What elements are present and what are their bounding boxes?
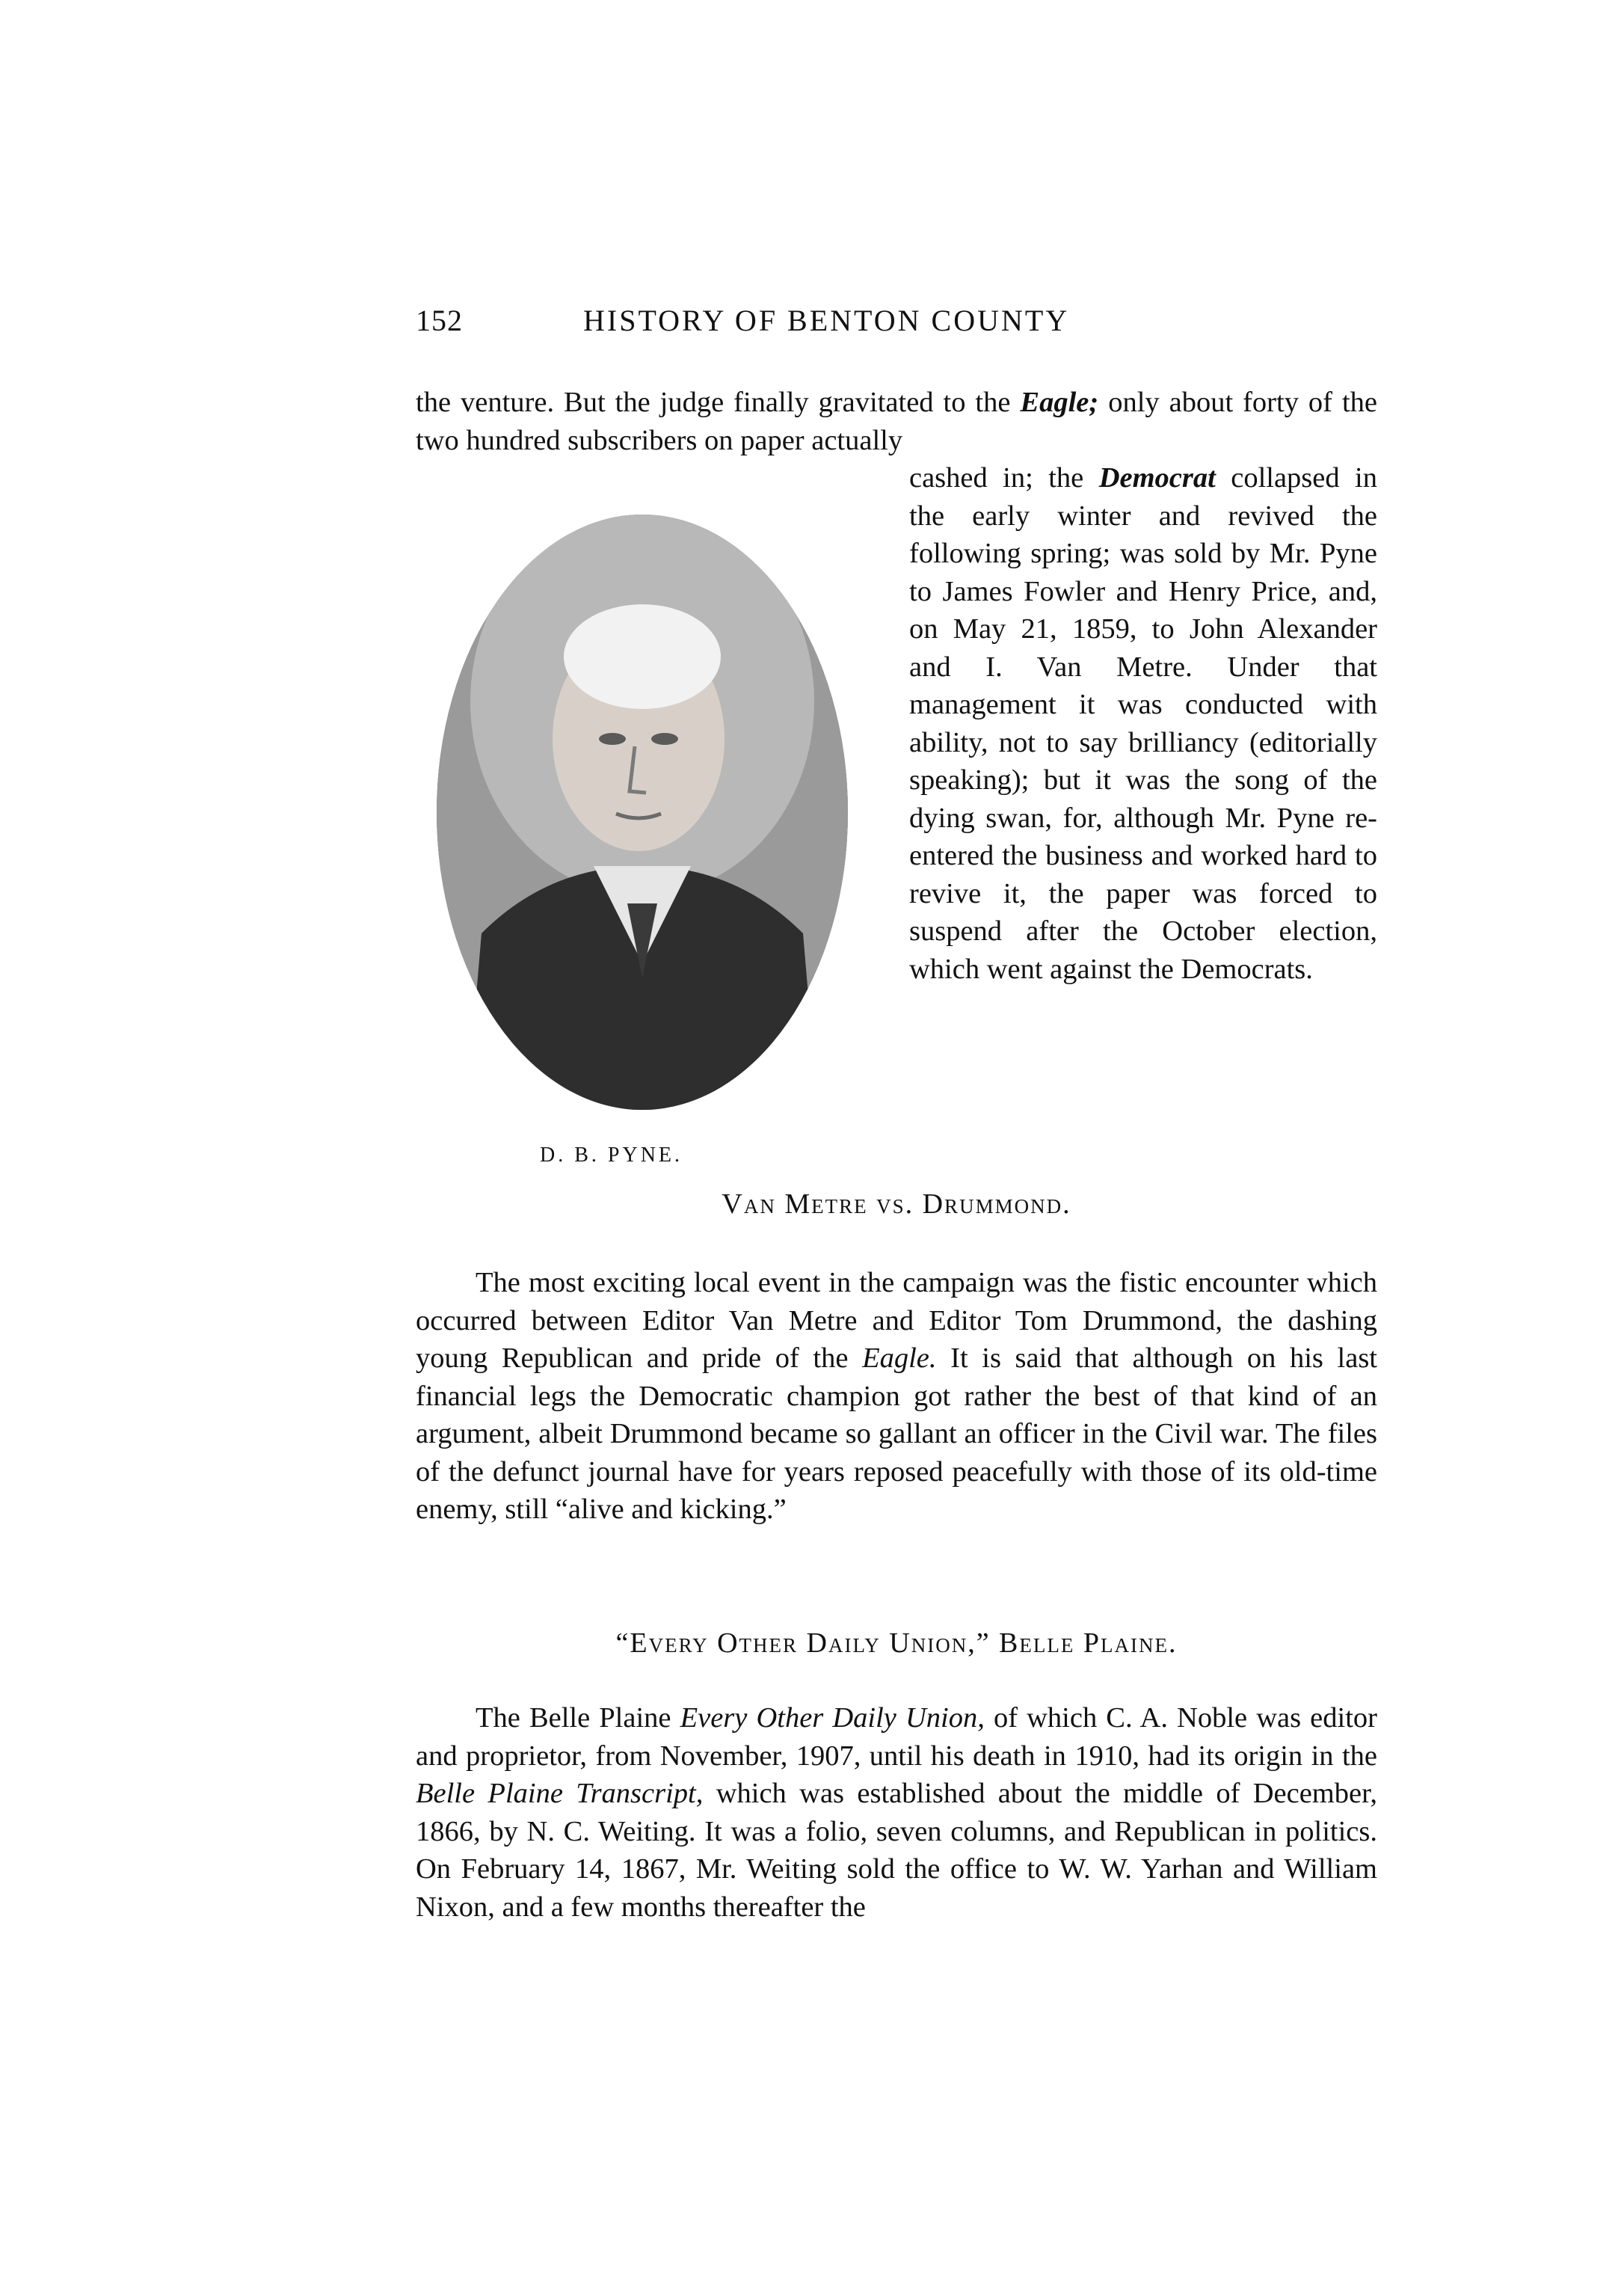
para2-text-b: It is said that although on his last financial legs the Democratic champion got rather the best of that kind of an argument, albeit Drummond became so gallant an officer in the Civil war. The files of the defunct journal have for years reposed peacefully with those of its old-time enemy, still “alive and kicking.” bbox=[416, 1342, 1377, 1525]
portrait-figure bbox=[437, 515, 848, 1110]
intro-text-a: the venture. But the judge finally gravitated to the bbox=[416, 387, 1021, 418]
para3-text-a: The Belle Plaine bbox=[476, 1702, 680, 1734]
portrait-caption: D. B. PYNE. bbox=[540, 1144, 683, 1167]
page-header bbox=[416, 303, 1377, 348]
running-head: HISTORY OF BENTON COUNTY bbox=[583, 304, 1070, 337]
union-title: Every Other Daily Union, bbox=[680, 1702, 985, 1734]
wrapped-paragraph bbox=[909, 459, 1377, 988]
paragraph-fistic-encounter bbox=[416, 1264, 1377, 1529]
intro-text-b: only about forty of the two hundred subscribers on paper actually bbox=[416, 387, 1377, 456]
eagle-title: Eagle; bbox=[1020, 387, 1099, 418]
portrait-photo bbox=[437, 515, 848, 1110]
section-heading-van-metre: Van Metre vs. Drummond. bbox=[722, 1188, 1071, 1220]
eagle-title-2: Eagle. bbox=[862, 1342, 937, 1374]
para3-text-c: which was established about the middle of December, 1866, by N. C. Weiting. It was a folio, seven columns, and Republican in politics. On February 14, 1867, Mr. Weiting sold the office to W. W. Yarhan and William Nixon, and a few months thereafter the bbox=[416, 1778, 1377, 1923]
transcript-title: Belle Plaine Transcript, bbox=[416, 1778, 704, 1809]
intro-lines bbox=[416, 384, 1377, 459]
page-number: 152 bbox=[416, 304, 463, 337]
para2-text-a: The most exciting local event in the campaign was the fistic encounter which occurred between Editor Van Metre and Editor Tom Drummond, the dashing young Republican and pride of the bbox=[416, 1267, 1377, 1374]
para3-text-b: of which C. A. Noble was editor and proprietor, from November, 1907, until his death in 1910, had its origin in the bbox=[416, 1702, 1377, 1772]
democrat-title: Democrat bbox=[1098, 462, 1216, 494]
wrap-text-b: collapsed in the early winter and revived the following spring; was sold by Mr. Pyne to James Fowler and Henry Price, and, on May 21, 1859, to John Alexander and I. Van Metre. Under that management it was conducted with ability, not to say brilliancy (editorially speaking); but it was the song of the dying swan, for, although Mr. Pyne re-entered the business and worked hard to revive it, the paper was forced to suspend after the October election, which went against the Democrats. bbox=[909, 462, 1377, 985]
wrap-text-a: cashed in; the bbox=[909, 462, 1099, 494]
section-heading-every-other-daily: “Every Other Daily Union,” Belle Plaine. bbox=[615, 1627, 1178, 1659]
paragraph-belle-plaine bbox=[416, 1699, 1377, 1926]
